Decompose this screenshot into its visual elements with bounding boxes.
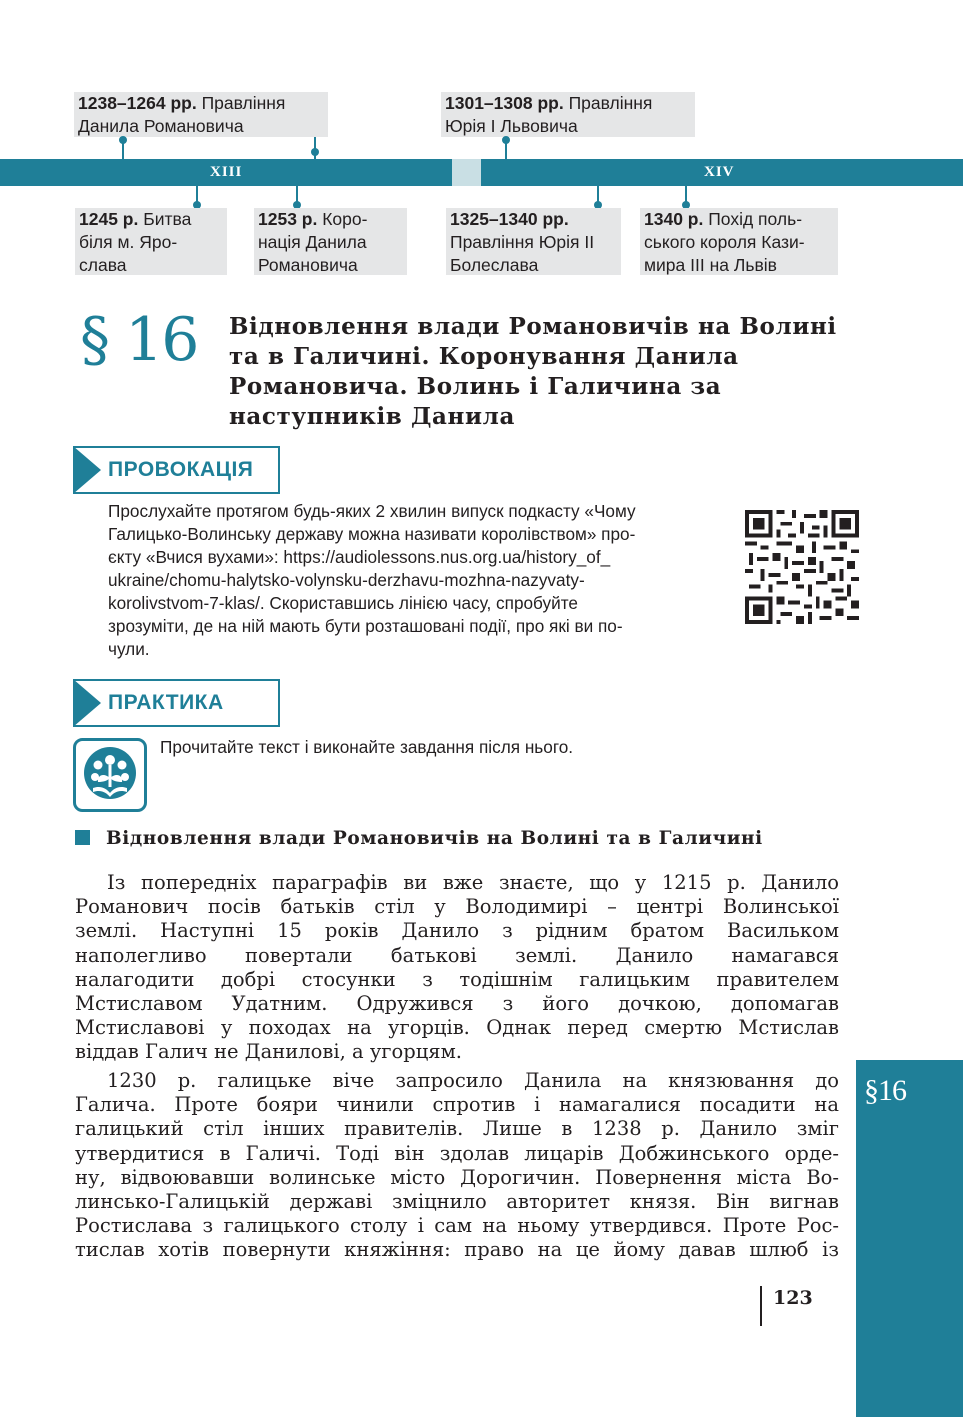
text-line: тислав хотів повернути княжіння: право на це йому давав шлюб із <box>75 1238 839 1262</box>
title-line: наступників Данила <box>229 403 515 430</box>
paragraph-2 <box>75 1069 839 1263</box>
provocation-text <box>108 500 738 661</box>
text-line: Ростислава з галицького столу і сам на ньому утвердився. Проте Рос- <box>75 1214 839 1238</box>
event-text: Похід поль- <box>703 209 803 229</box>
timeline-event-1253 <box>254 208 407 275</box>
century-label-xiii: XIII <box>210 164 243 180</box>
event-text: Правління <box>563 93 653 113</box>
timeline-event-1325 <box>446 208 621 275</box>
text-line: чули. <box>108 639 150 659</box>
text-line: налагодити добрі стосунки з тодішнім галицьким правителем <box>75 967 839 991</box>
event-date: 1340 р. <box>644 209 704 229</box>
timeline-event-1238 <box>74 92 328 137</box>
event-text: ського короля Кази- <box>644 232 805 252</box>
text-line: єкту «Вчися вухами»: https://audiolessons.nus.org.ua/history_of_ <box>108 547 611 567</box>
event-text: Правління Юрія ІІ <box>450 232 595 252</box>
text-line: утвердитися в Галичі. Тоді він здолав лицарів Добжинського орде- <box>75 1141 839 1165</box>
text-line: галицький стіл інших правителів. Лише в 1238 р. Данило зміг <box>75 1117 839 1141</box>
text-line: ukraine/chomu-halytsko-volynsku-derzhavu-mozhna-nazyvaty- <box>108 570 585 590</box>
timeline-event-1340 <box>640 208 838 275</box>
event-text: слава <box>79 255 127 275</box>
text-line: віддав Галич не Данилові, а угорцям. <box>75 1040 462 1064</box>
text-line: Галицько-Волинську державу можна називати королівством» про- <box>108 524 636 544</box>
provocation-label-text: ПРОВОКАЦІЯ <box>108 458 254 481</box>
title-line: Романовича. Волинь і Галичина за <box>229 373 722 400</box>
event-date: 1245 р. <box>79 209 139 229</box>
arrow-icon <box>73 679 101 727</box>
square-bullet-icon <box>75 830 90 845</box>
event-text: Романовича <box>258 255 358 275</box>
century-label-xiv: XIV <box>704 164 735 180</box>
reading-task-icon <box>73 738 147 812</box>
text-line: наполегливо повертали батькові землі. Данило намагався <box>75 943 839 967</box>
title-line: Відновлення влади Романовичів на Волині <box>229 313 837 340</box>
event-date: 1301–1308 рр. <box>445 93 564 113</box>
timeline-marker-dot <box>119 136 127 144</box>
provocation-label <box>73 446 280 494</box>
title-line: та в Галичині. Коронування Данила <box>229 343 739 370</box>
page-title <box>229 312 849 432</box>
practice-instruction: Прочитайте текст і виконайте завдання після нього. <box>160 737 574 757</box>
text-line: Романович посів батьків стіл у Володимирі – центрі Волинської <box>75 895 839 919</box>
section-subheading <box>75 826 763 852</box>
paragraph-number: § 16 <box>80 305 198 375</box>
event-text: Правління <box>196 93 286 113</box>
text-line: зрозуміти, де на ній мають бути розташовані події, про які ви по- <box>108 616 623 636</box>
event-text: Данила Романовича <box>78 116 244 136</box>
text-line: Галича. Проте бояри чинили спротив і намагалися посадити на <box>75 1093 839 1117</box>
subheading-text: Відновлення влади Романовичів на Волині та в Галичині <box>106 828 763 849</box>
timeline-event-1245 <box>75 208 227 275</box>
event-date: 1325–1340 рр. <box>450 209 569 229</box>
text-line: Із попередніх параграфів ви вже знаєте, що у 1215 р. Данило <box>107 871 839 894</box>
side-tab-label: §16 <box>864 1074 906 1107</box>
timeline-marker-dot <box>502 136 510 144</box>
text-line: korolivstvom-7-klas/. Скориставшись лінією часу, спробуйте <box>108 593 578 613</box>
text-line: землі. Наступні 15 років Данило з рідним братом Васильком <box>75 919 839 943</box>
practice-label <box>73 679 280 727</box>
timeline-marker-dot <box>311 148 319 156</box>
event-text: біля м. Яро- <box>79 232 178 252</box>
arrow-icon <box>73 446 101 494</box>
qr-code-icon[interactable] <box>745 510 859 624</box>
event-text: Болеслава <box>450 255 539 275</box>
timeline-event-1301 <box>441 92 695 137</box>
event-text: Коро- <box>317 209 368 229</box>
text-line: Прослухайте протягом будь-яких 2 хвилин випуск подкасту «Чому <box>108 501 636 521</box>
event-text: мира ІІІ на Львів <box>644 255 777 275</box>
event-text: нація Данила <box>258 232 367 252</box>
paragraph-1 <box>75 871 839 1065</box>
century-gap <box>452 159 481 186</box>
page-number-divider <box>760 1286 762 1326</box>
side-paragraph-tab[interactable] <box>856 1060 963 1417</box>
event-date: 1238–1264 рр. <box>78 93 197 113</box>
page-number: 123 <box>773 1287 813 1309</box>
event-text: Битва <box>138 209 192 229</box>
text-line: Мстиславові у походах на угорців. Однак перед смертю Мстислав <box>75 1016 839 1040</box>
event-text: Юрія І Львовича <box>445 116 578 136</box>
text-line: Мстиславом Удатним. Одружився з його дочкою, допомагав <box>75 992 839 1016</box>
text-line: ну, відвоювавши волинське місто Дорогичин. Повернення міста Во- <box>75 1165 839 1189</box>
text-line: 1230 р. галицьке віче запросило Данила на князювання до <box>107 1069 839 1092</box>
event-date: 1253 р. <box>258 209 318 229</box>
practice-label-text: ПРАКТИКА <box>108 691 224 714</box>
text-line: линсько-Галицькій державі зміцнило авторитет князя. Він вигнав <box>75 1190 839 1214</box>
